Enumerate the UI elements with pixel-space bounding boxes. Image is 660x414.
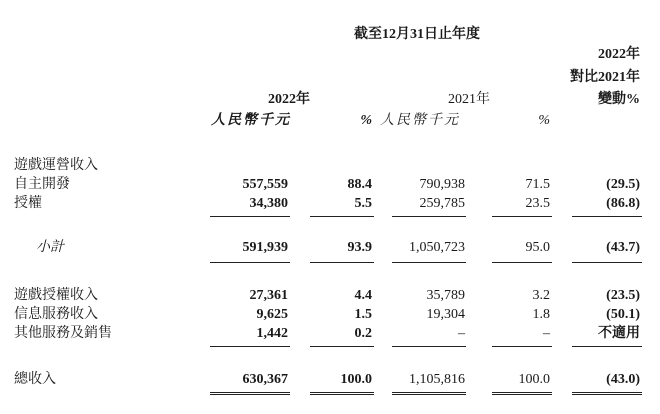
value-2021: – xyxy=(458,326,465,341)
pct-2021: % xyxy=(538,113,550,128)
double-rule xyxy=(492,392,552,395)
rule xyxy=(392,216,466,217)
rule xyxy=(572,346,642,347)
pct-2021-value: 23.5 xyxy=(525,196,550,211)
double-rule xyxy=(310,392,374,395)
pct-2022-value: 93.9 xyxy=(347,240,372,255)
pct-2022-value: 88.4 xyxy=(347,177,372,192)
rule xyxy=(392,262,466,263)
pct-2021-value: 100.0 xyxy=(518,372,550,387)
pct-2022-value: 4.4 xyxy=(354,288,372,303)
pct-2021-value: – xyxy=(543,326,550,341)
double-rule xyxy=(572,392,642,395)
value-2022: 27,361 xyxy=(249,288,288,303)
double-rule xyxy=(392,392,466,395)
rule xyxy=(492,262,552,263)
change-value: 不適用 xyxy=(598,326,640,341)
pct-2021-value: 1.8 xyxy=(532,307,550,322)
rule xyxy=(392,346,466,347)
change-header-line1: 2022年 xyxy=(598,47,640,62)
row-label: 信息服務收入 xyxy=(14,307,98,322)
value-2022: 34,380 xyxy=(249,196,288,211)
pct-2022-value: 5.5 xyxy=(354,196,372,211)
value-2021: 790,938 xyxy=(419,177,465,192)
rule xyxy=(492,216,552,217)
change-header-line3: 變動% xyxy=(598,92,640,107)
pct-2022: % xyxy=(360,113,372,128)
value-2021: 259,785 xyxy=(419,196,465,211)
rule xyxy=(310,262,374,263)
period-header: 截至12月31日止年度 xyxy=(354,27,480,42)
value-2021: 1,105,816 xyxy=(409,372,465,387)
unit-2022: 人民幣千元 xyxy=(211,113,291,128)
rule xyxy=(310,346,374,347)
change-value: (86.8) xyxy=(606,196,640,211)
rule xyxy=(572,216,642,217)
change-header-line2: 對比2021年 xyxy=(570,70,640,85)
pct-2022-value: 0.2 xyxy=(354,326,372,341)
rule xyxy=(210,262,290,263)
change-value: (43.7) xyxy=(606,240,640,255)
value-2021: 35,789 xyxy=(426,288,465,303)
value-2022: 557,559 xyxy=(242,177,288,192)
value-2021: 19,304 xyxy=(426,307,465,322)
row-label: 授權 xyxy=(14,196,42,211)
row-label: 遊戲授權收入 xyxy=(14,288,98,303)
rule xyxy=(572,262,642,263)
pct-2021-value: 3.2 xyxy=(532,288,550,303)
value-2022: 9,625 xyxy=(256,307,288,322)
rule xyxy=(210,346,290,347)
row-label: 其他服務及銷售 xyxy=(14,326,112,341)
col-2022-year: 2022年 xyxy=(268,92,310,107)
pct-2022-value: 1.5 xyxy=(354,307,372,322)
col-2021-year: 2021年 xyxy=(448,92,490,107)
pct-2022-value: 100.0 xyxy=(340,372,372,387)
value-2022: 630,367 xyxy=(242,372,288,387)
double-rule xyxy=(210,392,290,395)
value-2022: 1,442 xyxy=(256,326,288,341)
rule xyxy=(210,216,290,217)
unit-2021: 人民幣千元 xyxy=(380,113,460,128)
change-value: (23.5) xyxy=(606,288,640,303)
pct-2021-value: 71.5 xyxy=(525,177,550,192)
row-label: 自主開發 xyxy=(14,177,70,192)
pct-2021-value: 95.0 xyxy=(525,240,550,255)
subtotal-label: 小計 xyxy=(36,240,64,255)
section-game-operation: 遊戲運營收入 xyxy=(14,158,98,173)
total-label: 總收入 xyxy=(14,372,56,387)
change-value: (50.1) xyxy=(606,307,640,322)
rule xyxy=(492,346,552,347)
value-2021: 1,050,723 xyxy=(409,240,465,255)
rule xyxy=(310,216,374,217)
value-2022: 591,939 xyxy=(242,240,288,255)
change-value: (43.0) xyxy=(606,372,640,387)
change-value: (29.5) xyxy=(606,177,640,192)
